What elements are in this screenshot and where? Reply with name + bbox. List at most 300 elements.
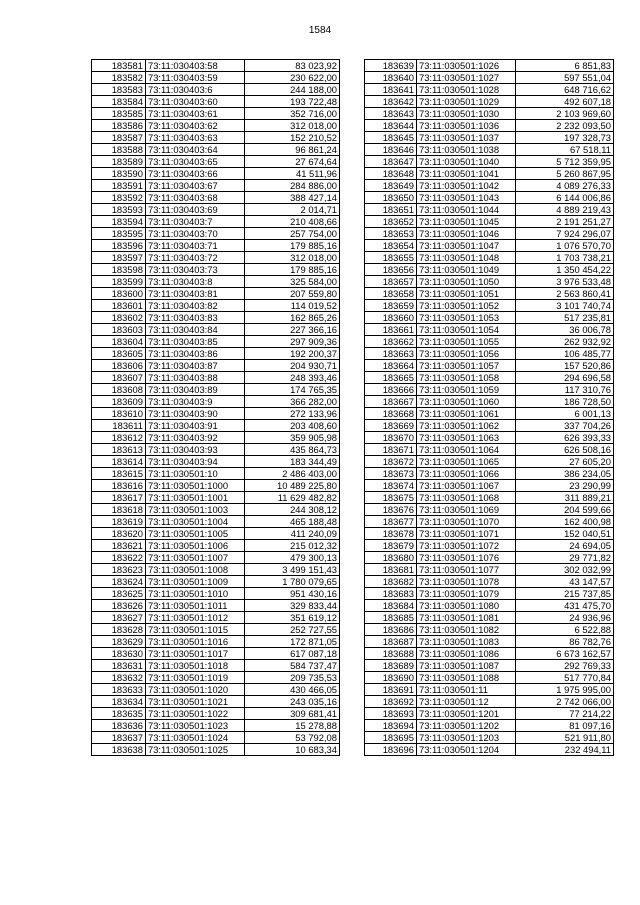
cadastral-value: 6 001,13 (516, 408, 614, 420)
table-row (92, 744, 340, 756)
table-row (92, 96, 340, 108)
row-number: 183687 (365, 636, 417, 648)
row-number: 183588 (92, 144, 146, 156)
table-row (92, 600, 340, 612)
cadastral-number: 73:11:030501:1064 (417, 444, 516, 456)
table-row (365, 84, 614, 96)
row-number: 183696 (365, 744, 417, 756)
cadastral-value: 106 485,77 (516, 348, 614, 360)
cadastral-number: 73:11:030501:1072 (417, 540, 516, 552)
row-number: 183614 (92, 456, 146, 468)
row-number: 183601 (92, 300, 146, 312)
row-number: 183608 (92, 384, 146, 396)
table-row (92, 660, 340, 672)
row-number: 183610 (92, 408, 146, 420)
cadastral-number: 73:11:030403:86 (146, 348, 245, 360)
cadastral-number: 73:11:030501:1048 (417, 252, 516, 264)
row-number: 183611 (92, 420, 146, 432)
table-row (365, 456, 614, 468)
cadastral-number: 73:11:030501:1022 (146, 708, 245, 720)
row-number: 183653 (365, 228, 417, 240)
cadastral-value: 257 754,00 (245, 228, 340, 240)
row-number: 183673 (365, 468, 417, 480)
cadastral-value: 2 232 093,50 (516, 120, 614, 132)
row-number: 183621 (92, 540, 146, 552)
table-row (92, 108, 340, 120)
cadastral-number: 73:11:030403:67 (146, 180, 245, 192)
cadastral-value: 186 728,50 (516, 396, 614, 408)
cadastral-value: 351 619,12 (245, 612, 340, 624)
cadastral-number: 73:11:030403:89 (146, 384, 245, 396)
cadastral-value: 243 035,16 (245, 696, 340, 708)
row-number: 183597 (92, 252, 146, 264)
row-number: 183652 (365, 216, 417, 228)
cadastral-number: 73:11:030501:1023 (146, 720, 245, 732)
row-number: 183599 (92, 276, 146, 288)
row-number: 183629 (92, 636, 146, 648)
cadastral-number: 73:11:030501:1042 (417, 180, 516, 192)
table-row (92, 696, 340, 708)
cadastral-value: 162 865,26 (245, 312, 340, 324)
cadastral-value: 2 563 860,41 (516, 288, 614, 300)
cadastral-number: 73:11:030501:1203 (417, 732, 516, 744)
cadastral-value: 521 911,80 (516, 732, 614, 744)
cadastral-value: 297 909,36 (245, 336, 340, 348)
cadastral-number: 73:11:030501:1001 (146, 492, 245, 504)
cadastral-number: 73:11:030501:1062 (417, 420, 516, 432)
table-row (365, 660, 614, 672)
row-number: 183648 (365, 168, 417, 180)
table-row (365, 732, 614, 744)
cadastral-number: 73:11:030501:1016 (146, 636, 245, 648)
cadastral-value: 517 770,84 (516, 672, 614, 684)
cadastral-number: 73:11:030403:66 (146, 168, 245, 180)
cadastral-number: 73:11:030501:12 (417, 696, 516, 708)
cadastral-value: 152 040,51 (516, 528, 614, 540)
cadastral-number: 73:11:030501:1066 (417, 468, 516, 480)
table-row (92, 336, 340, 348)
cadastral-number: 73:11:030501:1057 (417, 360, 516, 372)
cadastral-value: 648 716,62 (516, 84, 614, 96)
row-number: 183615 (92, 468, 146, 480)
row-number: 183583 (92, 84, 146, 96)
cadastral-number: 73:11:030501:1202 (417, 720, 516, 732)
table-row (92, 120, 340, 132)
cadastral-value: 193 722,48 (245, 96, 340, 108)
table-row (365, 528, 614, 540)
cadastral-number: 73:11:030501:1021 (146, 696, 245, 708)
row-number: 183685 (365, 612, 417, 624)
row-number: 183686 (365, 624, 417, 636)
cadastral-value: 117 310,76 (516, 384, 614, 396)
table-row (365, 420, 614, 432)
table-row (365, 408, 614, 420)
cadastral-value: 1 076 570,70 (516, 240, 614, 252)
table-row (92, 372, 340, 384)
cadastral-value: 294 696,58 (516, 372, 614, 384)
cadastral-number: 73:11:030501:1052 (417, 300, 516, 312)
cadastral-value: 2 191 251,27 (516, 216, 614, 228)
cadastral-number: 73:11:030403:65 (146, 156, 245, 168)
table-row (92, 612, 340, 624)
row-number: 183672 (365, 456, 417, 468)
row-number: 183623 (92, 564, 146, 576)
row-number: 183660 (365, 312, 417, 324)
cadastral-number: 73:11:030403:62 (146, 120, 245, 132)
cadastral-number: 73:11:030501:1088 (417, 672, 516, 684)
cadastral-value: 597 551,04 (516, 72, 614, 84)
cadastral-value: 435 864,73 (245, 444, 340, 456)
cadastral-value: 10 489 225,80 (245, 480, 340, 492)
cadastral-number: 73:11:030403:7 (146, 216, 245, 228)
row-number: 183651 (365, 204, 417, 216)
row-number: 183620 (92, 528, 146, 540)
cadastral-number: 73:11:030501:1056 (417, 348, 516, 360)
cadastral-value: 329 833,44 (245, 600, 340, 612)
table-row (365, 96, 614, 108)
cadastral-number: 73:11:030501:1079 (417, 588, 516, 600)
cadastral-number: 73:11:030403:72 (146, 252, 245, 264)
cadastral-value: 43 147,57 (516, 576, 614, 588)
cadastral-number: 73:11:030501:1068 (417, 492, 516, 504)
table-row (365, 468, 614, 480)
cadastral-number: 73:11:030501:1083 (417, 636, 516, 648)
table-row (92, 504, 340, 516)
table-row (92, 276, 340, 288)
table-row (365, 300, 614, 312)
row-number: 183676 (365, 504, 417, 516)
cadastral-value: 248 393,46 (245, 372, 340, 384)
cadastral-value: 6 144 006,86 (516, 192, 614, 204)
cadastral-value: 192 200,37 (245, 348, 340, 360)
row-number: 183691 (365, 684, 417, 696)
table-row (365, 108, 614, 120)
table-row (365, 192, 614, 204)
row-number: 183594 (92, 216, 146, 228)
cadastral-value: 302 032,99 (516, 564, 614, 576)
cadastral-number: 73:11:030501:1025 (146, 744, 245, 756)
row-number: 183622 (92, 552, 146, 564)
table-row (365, 636, 614, 648)
cadastral-value: 517 235,81 (516, 312, 614, 324)
row-number: 183636 (92, 720, 146, 732)
cadastral-number: 73:11:030501:1050 (417, 276, 516, 288)
row-number: 183617 (92, 492, 146, 504)
cadastral-number: 73:11:030501:1037 (417, 132, 516, 144)
cadastral-value: 114 019,52 (245, 300, 340, 312)
row-number: 183669 (365, 420, 417, 432)
cadastral-value: 386 234,05 (516, 468, 614, 480)
cadastral-number: 73:11:030501:1059 (417, 384, 516, 396)
table-row (365, 276, 614, 288)
row-number: 183595 (92, 228, 146, 240)
cadastral-number: 73:11:030403:91 (146, 420, 245, 432)
table-row (365, 132, 614, 144)
cadastral-number: 73:11:030501:1069 (417, 504, 516, 516)
row-number: 183659 (365, 300, 417, 312)
cadastral-value: 6 522,88 (516, 624, 614, 636)
row-number: 183619 (92, 516, 146, 528)
row-number: 183654 (365, 240, 417, 252)
table-row (365, 228, 614, 240)
cadastral-value: 179 885,16 (245, 240, 340, 252)
cadastral-value: 207 559,80 (245, 288, 340, 300)
cadastral-value: 359 905,98 (245, 432, 340, 444)
cadastral-value: 5 712 359,95 (516, 156, 614, 168)
cadastral-value: 23 290,99 (516, 480, 614, 492)
cadastral-number: 73:11:030501:1055 (417, 336, 516, 348)
cadastral-number: 73:11:030501:1009 (146, 576, 245, 588)
cadastral-number: 73:11:030403:63 (146, 132, 245, 144)
cadastral-value: 312 018,00 (245, 252, 340, 264)
table-row (365, 144, 614, 156)
cadastral-number: 73:11:030501:1063 (417, 432, 516, 444)
table-row (365, 540, 614, 552)
table-row (365, 240, 614, 252)
row-number: 183627 (92, 612, 146, 624)
cadastral-number: 73:11:030501:1008 (146, 564, 245, 576)
table-row (365, 360, 614, 372)
cadastral-value: 11 629 482,82 (245, 492, 340, 504)
cadastral-number: 73:11:030501:1019 (146, 672, 245, 684)
cadastral-value: 209 735,53 (245, 672, 340, 684)
row-number: 183613 (92, 444, 146, 456)
row-number: 183606 (92, 360, 146, 372)
row-number: 183641 (365, 84, 417, 96)
table-row (365, 324, 614, 336)
table-row (365, 696, 614, 708)
cadastral-value: 179 885,16 (245, 264, 340, 276)
row-number: 183609 (92, 396, 146, 408)
table-row (92, 708, 340, 720)
cadastral-value: 411 240,09 (245, 528, 340, 540)
cadastral-value: 292 769,33 (516, 660, 614, 672)
row-number: 183688 (365, 648, 417, 660)
cadastral-number: 73:11:030501:1040 (417, 156, 516, 168)
cadastral-value: 172 871,05 (245, 636, 340, 648)
row-number: 183604 (92, 336, 146, 348)
table-row (92, 324, 340, 336)
cadastral-value: 262 932,92 (516, 336, 614, 348)
row-number: 183589 (92, 156, 146, 168)
cadastral-number: 73:11:030501:11 (417, 684, 516, 696)
table-row (92, 624, 340, 636)
row-number: 183625 (92, 588, 146, 600)
cadastral-value: 2 103 969,60 (516, 108, 614, 120)
table-row (92, 132, 340, 144)
cadastral-number: 73:11:030403:90 (146, 408, 245, 420)
cadastral-value: 4 089 276,33 (516, 180, 614, 192)
table-row (365, 504, 614, 516)
cadastral-value: 204 930,71 (245, 360, 340, 372)
cadastral-value: 27 674,64 (245, 156, 340, 168)
cadastral-value: 41 511,96 (245, 168, 340, 180)
cadastral-value: 174 765,35 (245, 384, 340, 396)
row-number: 183624 (92, 576, 146, 588)
table-row (92, 720, 340, 732)
table-row (92, 672, 340, 684)
row-number: 183693 (365, 708, 417, 720)
cadastral-number: 73:11:030501:1201 (417, 708, 516, 720)
registry-table-left (91, 59, 340, 756)
table-row (92, 636, 340, 648)
table-row (365, 264, 614, 276)
row-number: 183650 (365, 192, 417, 204)
table-row (92, 564, 340, 576)
table-row (365, 72, 614, 84)
cadastral-value: 2 742 066,00 (516, 696, 614, 708)
row-number: 183632 (92, 672, 146, 684)
cadastral-number: 73:11:030501:1070 (417, 516, 516, 528)
row-number: 183626 (92, 600, 146, 612)
cadastral-value: 7 924 296,07 (516, 228, 614, 240)
table-row (365, 384, 614, 396)
row-number: 183598 (92, 264, 146, 276)
row-number: 183679 (365, 540, 417, 552)
cadastral-number: 73:11:030501:1067 (417, 480, 516, 492)
cadastral-value: 230 622,00 (245, 72, 340, 84)
cadastral-number: 73:11:030501:1054 (417, 324, 516, 336)
table-row (92, 492, 340, 504)
row-number: 183667 (365, 396, 417, 408)
row-number: 183665 (365, 372, 417, 384)
table-row (92, 516, 340, 528)
cadastral-value: 232 494,11 (516, 744, 614, 756)
table-row (92, 456, 340, 468)
cadastral-number: 73:11:030501:1011 (146, 600, 245, 612)
cadastral-value: 2 014,71 (245, 204, 340, 216)
row-number: 183668 (365, 408, 417, 420)
row-number: 183616 (92, 480, 146, 492)
cadastral-number: 73:11:030403:87 (146, 360, 245, 372)
page-number: 1584 (308, 25, 332, 36)
cadastral-value: 5 260 867,95 (516, 168, 614, 180)
table-row (365, 312, 614, 324)
cadastral-number: 73:11:030501:1028 (417, 84, 516, 96)
cadastral-value: 24 694,05 (516, 540, 614, 552)
row-number: 183682 (365, 576, 417, 588)
table-row (365, 564, 614, 576)
row-number: 183646 (365, 144, 417, 156)
cadastral-value: 215 737,85 (516, 588, 614, 600)
cadastral-value: 81 097,16 (516, 720, 614, 732)
cadastral-number: 73:11:030403:73 (146, 264, 245, 276)
cadastral-number: 73:11:030403:8 (146, 276, 245, 288)
table-row (365, 288, 614, 300)
row-number: 183638 (92, 744, 146, 756)
table-row (92, 288, 340, 300)
row-number: 183684 (365, 600, 417, 612)
table-row (92, 204, 340, 216)
cadastral-value: 36 006,78 (516, 324, 614, 336)
table-row (92, 684, 340, 696)
table-row (92, 528, 340, 540)
cadastral-value: 244 188,00 (245, 84, 340, 96)
cadastral-value: 244 308,12 (245, 504, 340, 516)
cadastral-number: 73:11:030501:1045 (417, 216, 516, 228)
table-row (365, 216, 614, 228)
table-row (365, 444, 614, 456)
table-row (92, 384, 340, 396)
cadastral-number: 73:11:030403:9 (146, 396, 245, 408)
row-number: 183591 (92, 180, 146, 192)
cadastral-number: 73:11:030501:1005 (146, 528, 245, 540)
table-row (365, 252, 614, 264)
cadastral-number: 73:11:030501:1026 (417, 60, 516, 72)
cadastral-number: 73:11:030403:59 (146, 72, 245, 84)
cadastral-number: 73:11:030501:1087 (417, 660, 516, 672)
cadastral-number: 73:11:030403:69 (146, 204, 245, 216)
cadastral-value: 1 703 738,21 (516, 252, 614, 264)
row-number: 183663 (365, 348, 417, 360)
cadastral-number: 73:11:030501:1065 (417, 456, 516, 468)
table-row (92, 192, 340, 204)
cadastral-number: 73:11:030403:61 (146, 108, 245, 120)
cadastral-number: 73:11:030403:81 (146, 288, 245, 300)
cadastral-number: 73:11:030403:70 (146, 228, 245, 240)
row-number: 183670 (365, 432, 417, 444)
row-number: 183603 (92, 324, 146, 336)
cadastral-value: 4 889 219,43 (516, 204, 614, 216)
table-row (365, 648, 614, 660)
table-row (365, 576, 614, 588)
table-row (92, 168, 340, 180)
row-number: 183678 (365, 528, 417, 540)
cadastral-value: 312 018,00 (245, 120, 340, 132)
cadastral-number: 73:11:030501:1007 (146, 552, 245, 564)
cadastral-number: 73:11:030501:1024 (146, 732, 245, 744)
table-row (365, 372, 614, 384)
table-row (92, 144, 340, 156)
cadastral-number: 73:11:030501:1061 (417, 408, 516, 420)
registry-table-right (364, 59, 614, 756)
cadastral-number: 73:11:030403:88 (146, 372, 245, 384)
row-number: 183692 (365, 696, 417, 708)
cadastral-number: 73:11:030501:1003 (146, 504, 245, 516)
cadastral-value: 67 518,11 (516, 144, 614, 156)
table-row (365, 204, 614, 216)
cadastral-number: 73:11:030403:84 (146, 324, 245, 336)
table-row (365, 684, 614, 696)
cadastral-value: 157 520,86 (516, 360, 614, 372)
table-row (365, 120, 614, 132)
cadastral-value: 3 101 740,74 (516, 300, 614, 312)
table-row (365, 168, 614, 180)
table-row (365, 492, 614, 504)
cadastral-value: 479 300,13 (245, 552, 340, 564)
cadastral-value: 6 673 162,57 (516, 648, 614, 660)
cadastral-number: 73:11:030501:1000 (146, 480, 245, 492)
cadastral-number: 73:11:030403:94 (146, 456, 245, 468)
cadastral-number: 73:11:030501:1004 (146, 516, 245, 528)
table-row (365, 348, 614, 360)
table-row (92, 240, 340, 252)
cadastral-value: 24 936,96 (516, 612, 614, 624)
cadastral-value: 1 975 995,00 (516, 684, 614, 696)
row-number: 183633 (92, 684, 146, 696)
cadastral-value: 617 087,18 (245, 648, 340, 660)
cadastral-value: 430 466,05 (245, 684, 340, 696)
cadastral-value: 227 366,16 (245, 324, 340, 336)
table-row (92, 228, 340, 240)
row-number: 183618 (92, 504, 146, 516)
row-number: 183643 (365, 108, 417, 120)
cadastral-number: 73:11:030501:1017 (146, 648, 245, 660)
table-row (92, 576, 340, 588)
row-number: 183634 (92, 696, 146, 708)
table-row (365, 744, 614, 756)
cadastral-number: 73:11:030501:1036 (417, 120, 516, 132)
